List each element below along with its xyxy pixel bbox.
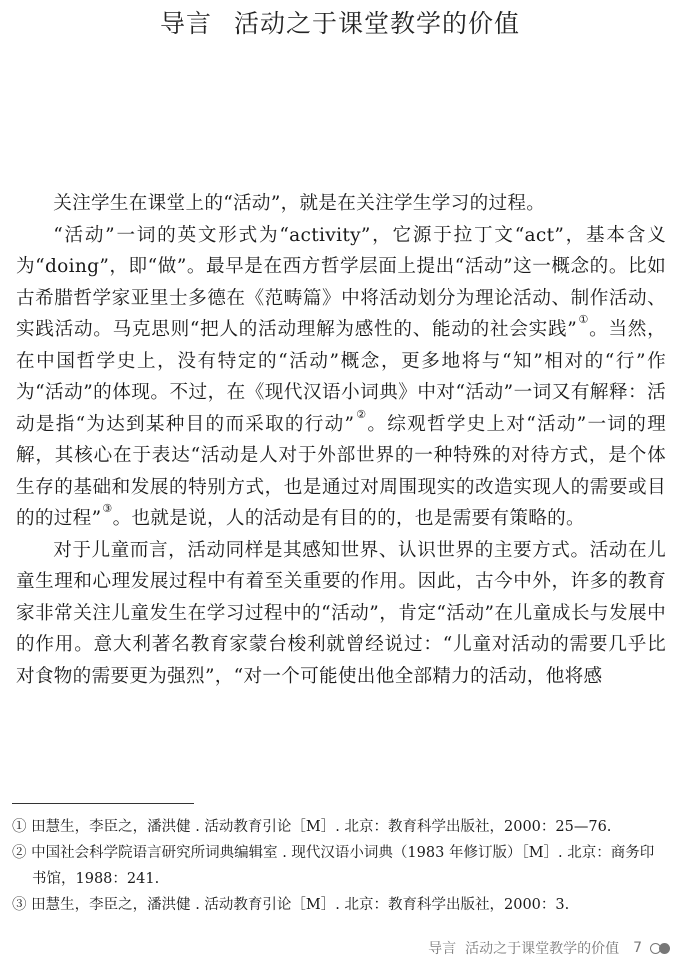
footnote: ① 田慧生，李臣之，潘洪健 . 活动教育引论［M］. 北京：教育科学出版社，2000：25—76. <box>12 819 612 835</box>
footnote-ref[interactable]: ② <box>355 407 368 421</box>
footnote-ref[interactable]: ③ <box>102 502 113 515</box>
text-run: 对于儿童而言，活动同样是其感知世界、认识世界的主要方式。活动在儿童生理和心理发展过程中有着至关重要的作用。因此，古今中外，许多的教育家非常关注儿童发生在学习过程中的“活动”，肯定“活动”在儿童成长与发展中的作用。意大利著名教育家蒙台梭利就曾经说过：“儿童对活动的需要几乎比对食物的需要更为强烈”，“对一个可能使出他全部精力的活动，他将感 <box>16 539 666 687</box>
text-run: 。综观哲学史上对“活动”一词的理解，其核心在于表达“活动是人对于外部世界的一种特殊的对待方式，是个体生存的基础和发展的特别方式，也是通过对周围现实的改造实现人的需要或目的的过程” <box>16 413 666 529</box>
paragraph <box>16 220 666 535</box>
page-number: 7 <box>633 940 642 956</box>
footer-chapter: 导言 <box>428 941 457 957</box>
footer-title: 活动之于课堂教学的价值 <box>465 941 620 957</box>
chapter-label: 导言 <box>159 9 212 38</box>
paragraph <box>16 188 666 220</box>
text-run: “活动”一词的英文形式为“activity”，它源于拉丁文“act”，基本含义为“doing”，即“做”。最早是在西方哲学层面上提出“活动”这一概念的。比如古希腊哲学家亚里士多德在《范畴篇》中将活动划分为理论活动、制作活动、实践活动。马克思则“把人的活动理解为感性的、能动的社会实践” <box>16 224 666 340</box>
footnote: ③ 田慧生，李臣之，潘洪健 . 活动教育引论［M］. 北京：教育科学出版社，2000：3. <box>12 897 570 913</box>
footnote: ② 中国社会科学院语言研究所词典编辑室 . 现代汉语小词典（1983 年修订版）［M］. 北京：商务印书馆，1988：241. <box>12 845 655 887</box>
page-footer <box>428 938 670 958</box>
footnote-ref[interactable]: ① <box>578 313 590 326</box>
text-run: 。也就是说，人的活动是有目的的，也是需要有策略的。 <box>112 508 585 529</box>
page-title <box>0 4 680 40</box>
text-run: 。当然，在中国哲学史上，没有特定的“活动”概念，更多地将与“知”相对的“行”作为“活动”的体现。不过，在《现代汉语小词典》中对“活动”一词又有解释：活动是指“为达到某种目的而采取的行动” <box>16 319 667 435</box>
footnotes <box>12 814 668 918</box>
page-marker-icon <box>650 943 670 954</box>
text-run: 关注学生在课堂上的“活动”，就是在关注学生学习的过程。 <box>53 193 546 214</box>
paragraph <box>16 535 666 693</box>
chapter-title: 活动之于课堂教学的价值 <box>234 9 521 38</box>
body-text <box>16 188 666 692</box>
footnote-divider <box>12 803 194 804</box>
